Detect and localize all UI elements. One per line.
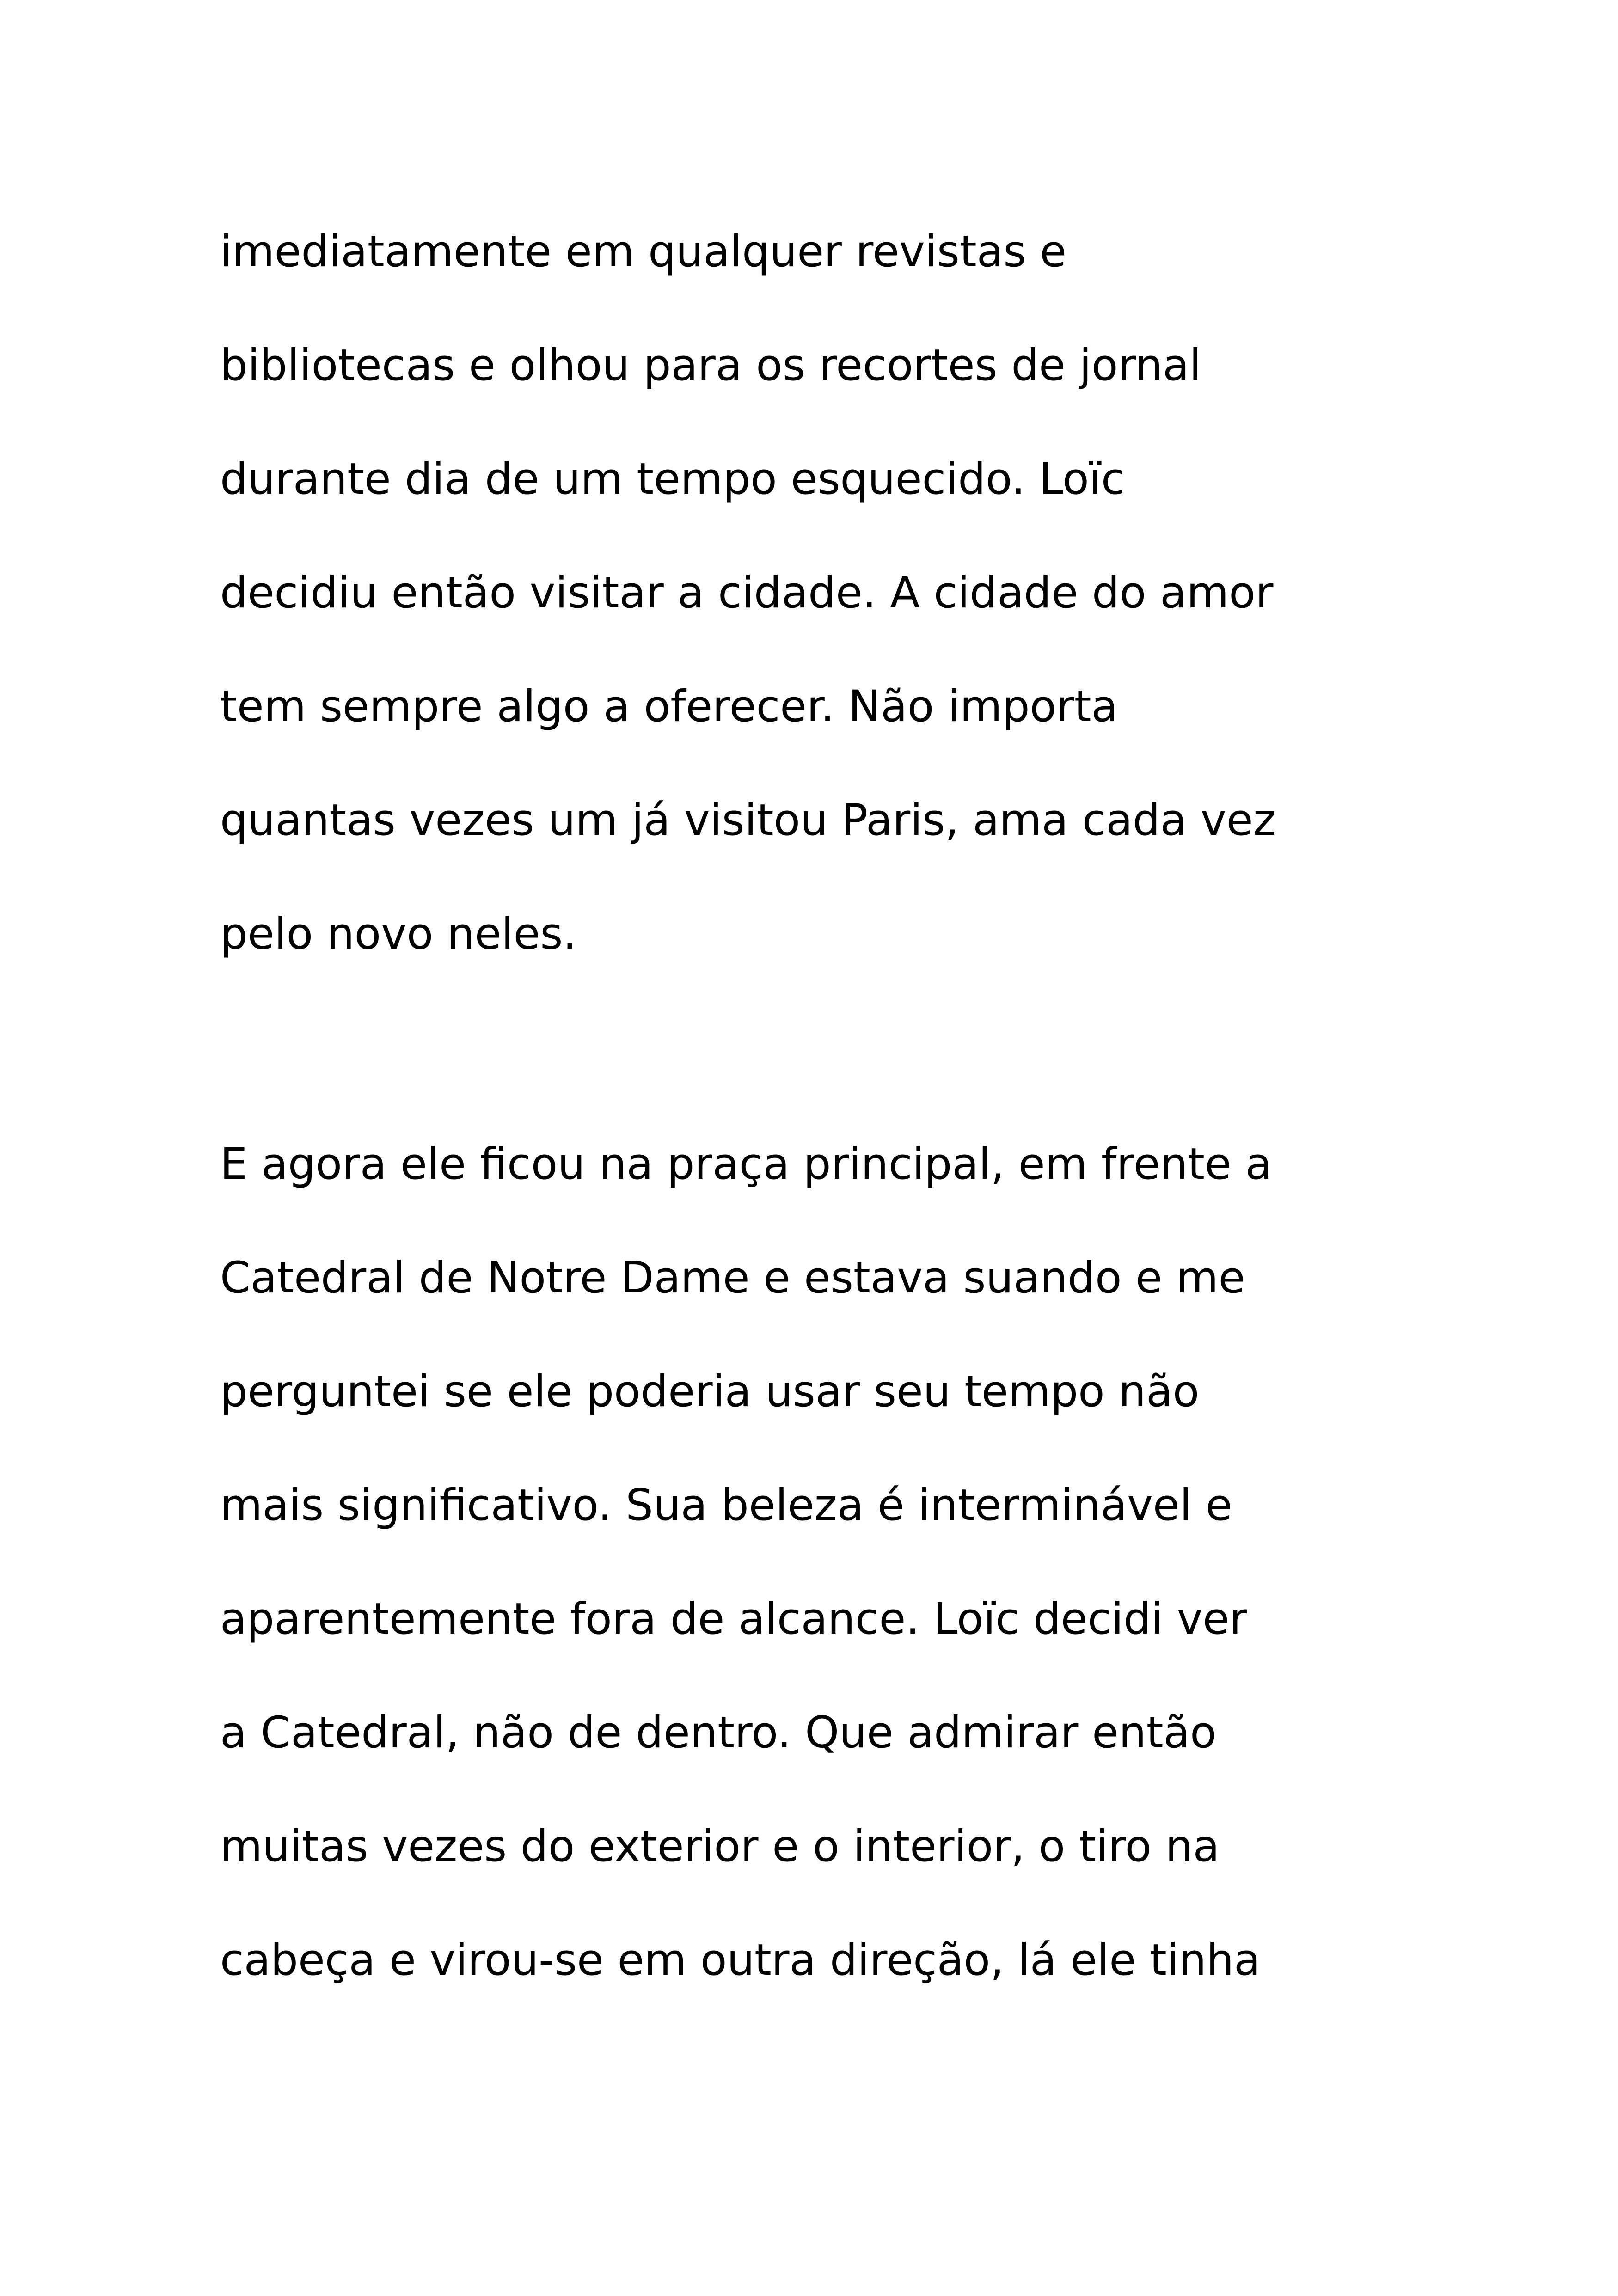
text-line: muitas vezes do exterior e o interior, o tiro na: [220, 1821, 1220, 1872]
text-line: a Catedral, não de dentro. Que admirar então: [220, 1708, 1217, 1758]
text-line: mais significativo. Sua beleza é interminável e: [220, 1480, 1232, 1531]
paragraph-1: [220, 195, 1598, 991]
paragraph-2: [220, 1108, 1598, 2017]
text-line: durante dia de um tempo esquecido. Loïc: [220, 454, 1125, 504]
text-line: imediatamente em qualquer revistas e: [220, 227, 1067, 277]
text-line: tem sempre algo a oferecer. Não importa: [220, 681, 1118, 732]
text-line: E agora ele ficou na praça principal, em frente a: [220, 1139, 1272, 1189]
text-line: quantas vezes um já visitou Paris, ama cada vez: [220, 795, 1276, 845]
text-line: aparentemente fora de alcance. Loïc decidi ver: [220, 1594, 1248, 1644]
text-line: Catedral de Notre Dame e estava suando e me: [220, 1253, 1245, 1303]
text-line: bibliotecas e olhou para os recortes de jornal: [220, 340, 1201, 391]
text-line: cabeça e virou-se em outra direção, lá ele tinha: [220, 1935, 1261, 1985]
text-line: pelo novo neles.: [220, 909, 577, 959]
text-line: perguntei se ele poderia usar seu tempo não: [220, 1366, 1200, 1417]
text-line: decidiu então visitar a cidade. A cidade do amor: [220, 568, 1274, 618]
